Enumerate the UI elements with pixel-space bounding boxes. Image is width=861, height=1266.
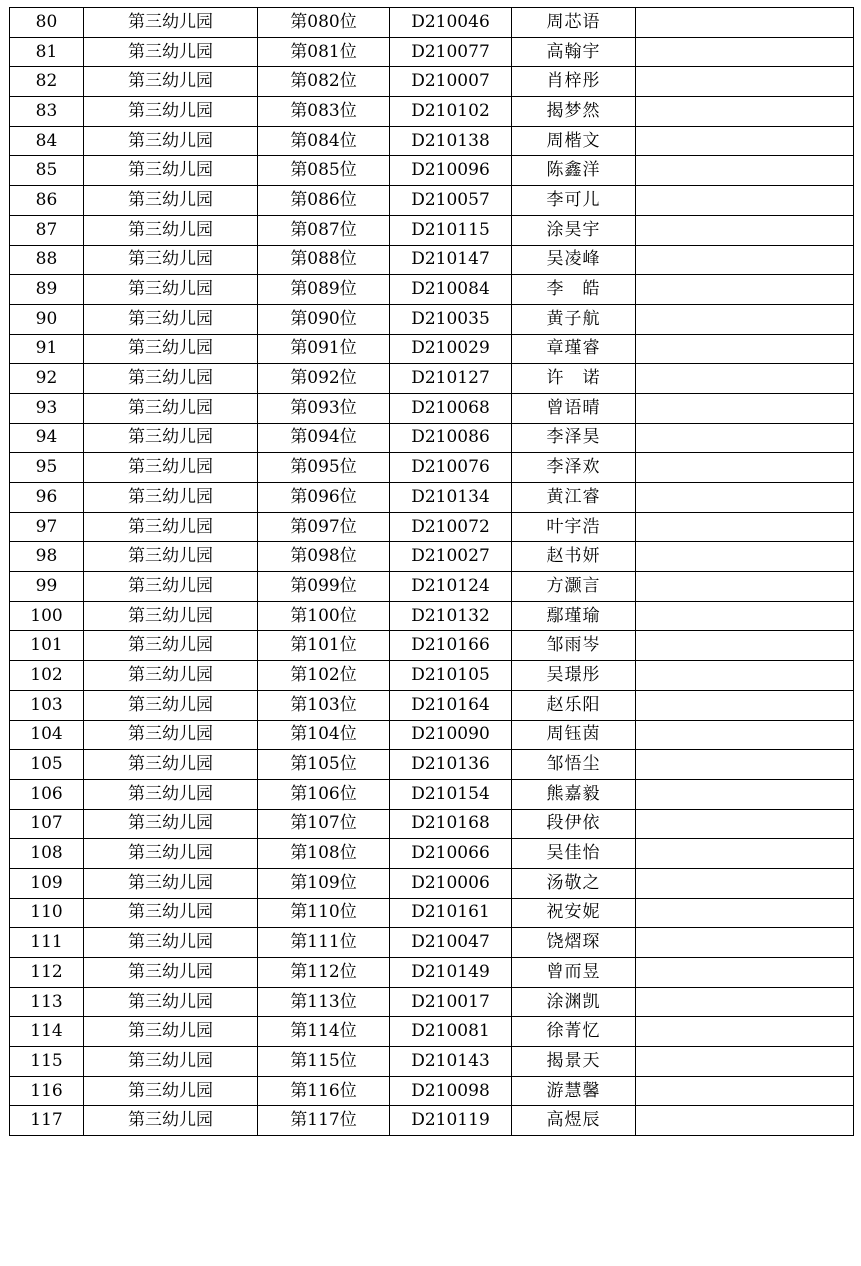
student-name-cell: 涂昊宇 (512, 215, 636, 245)
student-name-cell: 许 诺 (512, 364, 636, 394)
student-name-cell: 邹雨岑 (512, 631, 636, 661)
student-name-cell: 曾而昱 (512, 958, 636, 988)
table-row (10, 928, 854, 958)
row-number-cell: 91 (10, 334, 84, 364)
table-row (10, 572, 854, 602)
applicant-id-cell: D210161 (390, 898, 512, 928)
table-row (10, 37, 854, 67)
applicant-id-cell: D210090 (390, 720, 512, 750)
table-row (10, 987, 854, 1017)
table-row (10, 67, 854, 97)
remarks-cell (636, 97, 854, 127)
row-number-cell: 105 (10, 750, 84, 780)
school-cell: 第三幼儿园 (84, 453, 258, 483)
school-cell: 第三幼儿园 (84, 67, 258, 97)
row-number-cell: 81 (10, 37, 84, 67)
student-name-cell: 邹悟尘 (512, 750, 636, 780)
school-cell: 第三幼儿园 (84, 483, 258, 513)
row-number-cell: 101 (10, 631, 84, 661)
remarks-cell (636, 661, 854, 691)
school-cell: 第三幼儿园 (84, 601, 258, 631)
remarks-cell (636, 393, 854, 423)
school-cell: 第三幼儿园 (84, 1076, 258, 1106)
rank-cell: 第104位 (258, 720, 390, 750)
table-row (10, 423, 854, 453)
school-cell: 第三幼儿园 (84, 542, 258, 572)
applicant-id-cell: D210154 (390, 779, 512, 809)
table-row (10, 245, 854, 275)
table-row (10, 809, 854, 839)
school-cell: 第三幼儿园 (84, 631, 258, 661)
remarks-cell (636, 720, 854, 750)
remarks-cell (636, 572, 854, 602)
applicant-id-cell: D210096 (390, 156, 512, 186)
row-number-cell: 102 (10, 661, 84, 691)
rank-cell: 第116位 (258, 1076, 390, 1106)
remarks-cell (636, 275, 854, 305)
table-row (10, 690, 854, 720)
school-cell: 第三幼儿园 (84, 839, 258, 869)
applicant-id-cell: D210086 (390, 423, 512, 453)
applicant-id-cell: D210136 (390, 750, 512, 780)
remarks-cell (636, 898, 854, 928)
school-cell: 第三幼儿园 (84, 364, 258, 394)
applicant-id-cell: D210164 (390, 690, 512, 720)
table-row (10, 8, 854, 38)
school-cell: 第三幼儿园 (84, 572, 258, 602)
student-name-cell: 李泽欢 (512, 453, 636, 483)
rank-cell: 第082位 (258, 67, 390, 97)
school-cell: 第三幼儿园 (84, 809, 258, 839)
row-number-cell: 108 (10, 839, 84, 869)
applicant-id-cell: D210029 (390, 334, 512, 364)
table-row (10, 215, 854, 245)
row-number-cell: 82 (10, 67, 84, 97)
row-number-cell: 110 (10, 898, 84, 928)
applicant-id-cell: D210166 (390, 631, 512, 661)
row-number-cell: 98 (10, 542, 84, 572)
applicant-id-cell: D210057 (390, 186, 512, 216)
applicant-id-cell: D210132 (390, 601, 512, 631)
rank-cell: 第089位 (258, 275, 390, 305)
row-number-cell: 99 (10, 572, 84, 602)
student-name-cell: 陈鑫洋 (512, 156, 636, 186)
rank-cell: 第080位 (258, 8, 390, 38)
row-number-cell: 83 (10, 97, 84, 127)
student-name-cell: 章瑾睿 (512, 334, 636, 364)
applicant-id-cell: D210017 (390, 987, 512, 1017)
student-name-cell: 吴凌峰 (512, 245, 636, 275)
school-cell: 第三幼儿园 (84, 37, 258, 67)
remarks-cell (636, 1106, 854, 1136)
student-name-cell: 饶熠琛 (512, 928, 636, 958)
row-number-cell: 103 (10, 690, 84, 720)
table-row (10, 334, 854, 364)
row-number-cell: 115 (10, 1047, 84, 1077)
school-cell: 第三幼儿园 (84, 275, 258, 305)
table-row (10, 97, 854, 127)
rank-cell: 第095位 (258, 453, 390, 483)
applicant-id-cell: D210124 (390, 572, 512, 602)
rank-cell: 第107位 (258, 809, 390, 839)
row-number-cell: 97 (10, 512, 84, 542)
student-name-cell: 吴璟彤 (512, 661, 636, 691)
applicant-id-cell: D210007 (390, 67, 512, 97)
rank-cell: 第101位 (258, 631, 390, 661)
student-name-cell: 李泽昊 (512, 423, 636, 453)
student-name-cell: 周芯语 (512, 8, 636, 38)
rank-cell: 第103位 (258, 690, 390, 720)
table-row (10, 898, 854, 928)
row-number-cell: 96 (10, 483, 84, 513)
applicant-id-cell: D210149 (390, 958, 512, 988)
student-name-cell: 揭梦然 (512, 97, 636, 127)
table-row (10, 750, 854, 780)
rank-cell: 第114位 (258, 1017, 390, 1047)
applicant-id-cell: D210115 (390, 215, 512, 245)
row-number-cell: 86 (10, 186, 84, 216)
row-number-cell: 80 (10, 8, 84, 38)
school-cell: 第三幼儿园 (84, 987, 258, 1017)
remarks-cell (636, 809, 854, 839)
school-cell: 第三幼儿园 (84, 958, 258, 988)
rank-cell: 第111位 (258, 928, 390, 958)
row-number-cell: 95 (10, 453, 84, 483)
student-name-cell: 段伊依 (512, 809, 636, 839)
row-number-cell: 94 (10, 423, 84, 453)
row-number-cell: 112 (10, 958, 84, 988)
student-name-cell: 肖梓彤 (512, 67, 636, 97)
student-name-cell: 徐菁忆 (512, 1017, 636, 1047)
remarks-cell (636, 37, 854, 67)
table-row (10, 779, 854, 809)
applicant-id-cell: D210076 (390, 453, 512, 483)
rank-cell: 第081位 (258, 37, 390, 67)
table-row (10, 1076, 854, 1106)
student-name-cell: 赵乐阳 (512, 690, 636, 720)
school-cell: 第三幼儿园 (84, 779, 258, 809)
applicant-id-cell: D210119 (390, 1106, 512, 1136)
rank-cell: 第100位 (258, 601, 390, 631)
row-number-cell: 89 (10, 275, 84, 305)
applicant-id-cell: D210046 (390, 8, 512, 38)
rank-cell: 第093位 (258, 393, 390, 423)
rank-cell: 第115位 (258, 1047, 390, 1077)
remarks-cell (636, 542, 854, 572)
student-name-cell: 赵书妍 (512, 542, 636, 572)
student-name-cell: 李 皓 (512, 275, 636, 305)
row-number-cell: 116 (10, 1076, 84, 1106)
table-row (10, 1106, 854, 1136)
school-cell: 第三幼儿园 (84, 126, 258, 156)
student-name-cell: 李可儿 (512, 186, 636, 216)
row-number-cell: 109 (10, 868, 84, 898)
remarks-cell (636, 512, 854, 542)
applicant-id-cell: D210006 (390, 868, 512, 898)
remarks-cell (636, 928, 854, 958)
rank-cell: 第109位 (258, 868, 390, 898)
school-cell: 第三幼儿园 (84, 661, 258, 691)
row-number-cell: 87 (10, 215, 84, 245)
table-row (10, 364, 854, 394)
remarks-cell (636, 126, 854, 156)
student-name-cell: 鄢瑾瑜 (512, 601, 636, 631)
student-name-cell: 吴佳怡 (512, 839, 636, 869)
row-number-cell: 113 (10, 987, 84, 1017)
remarks-cell (636, 483, 854, 513)
row-number-cell: 88 (10, 245, 84, 275)
row-number-cell: 106 (10, 779, 84, 809)
rank-cell: 第099位 (258, 572, 390, 602)
school-cell: 第三幼儿园 (84, 750, 258, 780)
table-row (10, 512, 854, 542)
remarks-cell (636, 631, 854, 661)
student-name-cell: 熊嘉毅 (512, 779, 636, 809)
table-row (10, 661, 854, 691)
remarks-cell (636, 215, 854, 245)
table-body (10, 8, 854, 1136)
applicant-id-cell: D210068 (390, 393, 512, 423)
applicant-id-cell: D210081 (390, 1017, 512, 1047)
student-name-cell: 黄子航 (512, 304, 636, 334)
rank-cell: 第086位 (258, 186, 390, 216)
school-cell: 第三幼儿园 (84, 8, 258, 38)
table-row (10, 393, 854, 423)
remarks-cell (636, 67, 854, 97)
row-number-cell: 85 (10, 156, 84, 186)
applicant-id-cell: D210047 (390, 928, 512, 958)
rank-cell: 第084位 (258, 126, 390, 156)
row-number-cell: 111 (10, 928, 84, 958)
remarks-cell (636, 1017, 854, 1047)
remarks-cell (636, 779, 854, 809)
student-name-cell: 汤敬之 (512, 868, 636, 898)
row-number-cell: 90 (10, 304, 84, 334)
table-row (10, 1017, 854, 1047)
school-cell: 第三幼儿园 (84, 186, 258, 216)
rank-cell: 第117位 (258, 1106, 390, 1136)
school-cell: 第三幼儿园 (84, 1106, 258, 1136)
school-cell: 第三幼儿园 (84, 868, 258, 898)
remarks-cell (636, 423, 854, 453)
table-row (10, 1047, 854, 1077)
remarks-cell (636, 334, 854, 364)
row-number-cell: 84 (10, 126, 84, 156)
rank-cell: 第105位 (258, 750, 390, 780)
remarks-cell (636, 1047, 854, 1077)
table-row (10, 275, 854, 305)
applicant-id-cell: D210138 (390, 126, 512, 156)
table-row (10, 126, 854, 156)
applicant-id-cell: D210035 (390, 304, 512, 334)
rank-cell: 第090位 (258, 304, 390, 334)
applicant-id-cell: D210127 (390, 364, 512, 394)
school-cell: 第三幼儿园 (84, 423, 258, 453)
remarks-cell (636, 839, 854, 869)
student-name-cell: 叶宇浩 (512, 512, 636, 542)
school-cell: 第三幼儿园 (84, 245, 258, 275)
admission-list-table (9, 7, 854, 1136)
rank-cell: 第096位 (258, 483, 390, 513)
table-row (10, 839, 854, 869)
applicant-id-cell: D210105 (390, 661, 512, 691)
rank-cell: 第108位 (258, 839, 390, 869)
applicant-id-cell: D210147 (390, 245, 512, 275)
school-cell: 第三幼儿园 (84, 512, 258, 542)
table-row (10, 304, 854, 334)
rank-cell: 第091位 (258, 334, 390, 364)
table-row (10, 542, 854, 572)
remarks-cell (636, 750, 854, 780)
table-row (10, 483, 854, 513)
student-name-cell: 黄江睿 (512, 483, 636, 513)
student-name-cell: 周楷文 (512, 126, 636, 156)
rank-cell: 第085位 (258, 156, 390, 186)
remarks-cell (636, 690, 854, 720)
rank-cell: 第097位 (258, 512, 390, 542)
row-number-cell: 114 (10, 1017, 84, 1047)
student-name-cell: 游慧馨 (512, 1076, 636, 1106)
school-cell: 第三幼儿园 (84, 215, 258, 245)
student-name-cell: 周钰茵 (512, 720, 636, 750)
rank-cell: 第110位 (258, 898, 390, 928)
applicant-id-cell: D210168 (390, 809, 512, 839)
school-cell: 第三幼儿园 (84, 928, 258, 958)
school-cell: 第三幼儿园 (84, 304, 258, 334)
table-row (10, 720, 854, 750)
student-name-cell: 涂渊凯 (512, 987, 636, 1017)
table-row (10, 868, 854, 898)
rank-cell: 第098位 (258, 542, 390, 572)
table-row (10, 958, 854, 988)
school-cell: 第三幼儿园 (84, 690, 258, 720)
rank-cell: 第092位 (258, 364, 390, 394)
school-cell: 第三幼儿园 (84, 1017, 258, 1047)
school-cell: 第三幼儿园 (84, 720, 258, 750)
student-name-cell: 高煜辰 (512, 1106, 636, 1136)
remarks-cell (636, 601, 854, 631)
rank-cell: 第083位 (258, 97, 390, 127)
remarks-cell (636, 364, 854, 394)
school-cell: 第三幼儿园 (84, 156, 258, 186)
applicant-id-cell: D210143 (390, 1047, 512, 1077)
student-name-cell: 高翰宇 (512, 37, 636, 67)
rank-cell: 第112位 (258, 958, 390, 988)
row-number-cell: 93 (10, 393, 84, 423)
school-cell: 第三幼儿园 (84, 334, 258, 364)
table-row (10, 453, 854, 483)
applicant-id-cell: D210084 (390, 275, 512, 305)
rank-cell: 第087位 (258, 215, 390, 245)
school-cell: 第三幼儿园 (84, 898, 258, 928)
rank-cell: 第102位 (258, 661, 390, 691)
remarks-cell (636, 245, 854, 275)
remarks-cell (636, 156, 854, 186)
school-cell: 第三幼儿园 (84, 97, 258, 127)
row-number-cell: 92 (10, 364, 84, 394)
remarks-cell (636, 987, 854, 1017)
school-cell: 第三幼儿园 (84, 393, 258, 423)
applicant-id-cell: D210072 (390, 512, 512, 542)
rank-cell: 第088位 (258, 245, 390, 275)
row-number-cell: 107 (10, 809, 84, 839)
table-row (10, 631, 854, 661)
row-number-cell: 100 (10, 601, 84, 631)
remarks-cell (636, 1076, 854, 1106)
remarks-cell (636, 186, 854, 216)
applicant-id-cell: D210098 (390, 1076, 512, 1106)
row-number-cell: 104 (10, 720, 84, 750)
rank-cell: 第106位 (258, 779, 390, 809)
student-name-cell: 曾语晴 (512, 393, 636, 423)
remarks-cell (636, 958, 854, 988)
remarks-cell (636, 304, 854, 334)
rank-cell: 第094位 (258, 423, 390, 453)
table-row (10, 156, 854, 186)
remarks-cell (636, 453, 854, 483)
remarks-cell (636, 868, 854, 898)
table-row (10, 601, 854, 631)
table-row (10, 186, 854, 216)
student-name-cell: 祝安妮 (512, 898, 636, 928)
school-cell: 第三幼儿园 (84, 1047, 258, 1077)
applicant-id-cell: D210066 (390, 839, 512, 869)
student-name-cell: 揭景天 (512, 1047, 636, 1077)
remarks-cell (636, 8, 854, 38)
applicant-id-cell: D210077 (390, 37, 512, 67)
rank-cell: 第113位 (258, 987, 390, 1017)
student-name-cell: 方灏言 (512, 572, 636, 602)
applicant-id-cell: D210134 (390, 483, 512, 513)
applicant-id-cell: D210027 (390, 542, 512, 572)
row-number-cell: 117 (10, 1106, 84, 1136)
applicant-id-cell: D210102 (390, 97, 512, 127)
